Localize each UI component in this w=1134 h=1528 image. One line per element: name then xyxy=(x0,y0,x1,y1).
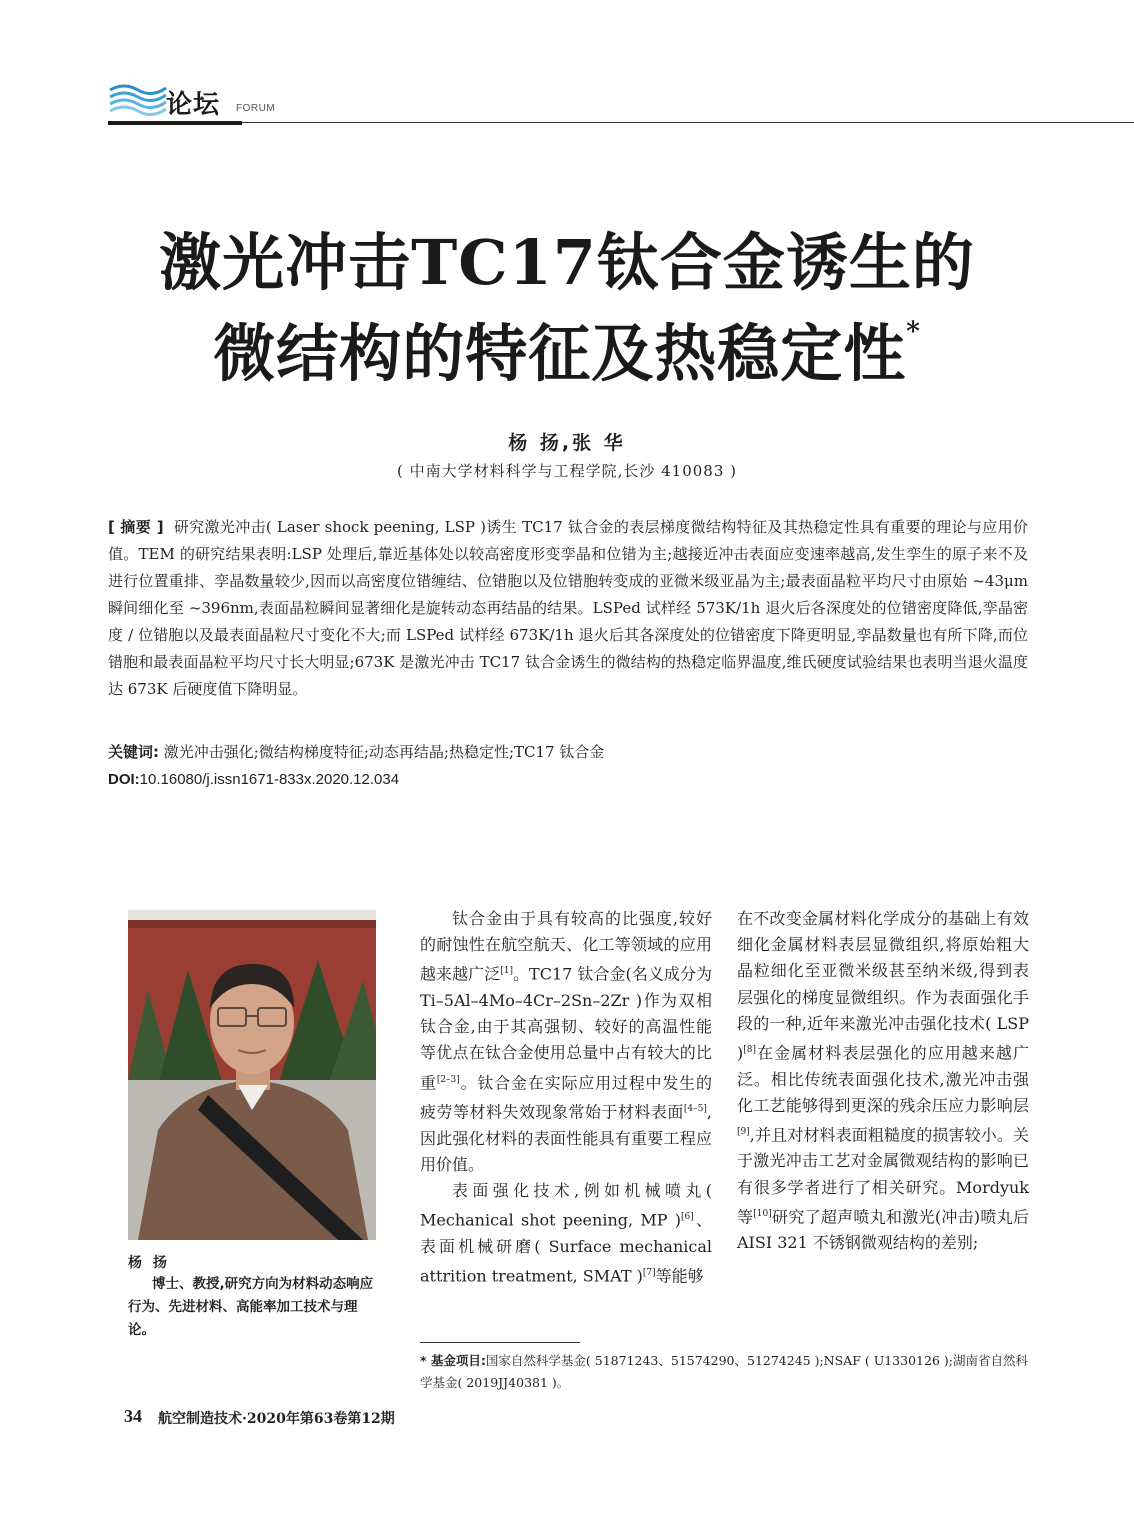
body-column-1 xyxy=(420,906,712,1289)
page-number: 34 xyxy=(124,1406,142,1426)
paper-title-line1: 激光冲击TC17钛合金诱生的 xyxy=(159,226,975,299)
citation-ref: [6] xyxy=(681,1212,694,1223)
journal-info: 航空制造技术·2020年第63卷第12期 xyxy=(158,1411,395,1427)
affiliation: ( 中南大学材料科学与工程学院,长沙 410083 ) xyxy=(396,462,738,480)
paper-title-line2: 微结构的特征及热稳定性* xyxy=(213,317,921,390)
authors: 杨 扬,张 华 xyxy=(508,432,626,454)
body-paragraph-2-cont: 在不改变金属材料化学成分的基础上有效细化金属材料表层显微组织,将原始粗大晶粒细化至亚微米级甚至纳米级,得到表层强化的梯度显微组织。作为表面强化手段的一种,近年来激光冲击强化技术( LSP )[8]在金属材料表层强化的应用越来越广泛。相比传统表面强化技术,激光冲击强化工艺能够得到更深的残余压应力影响层[9],并且对材料表面粗糙度的损害较小。关于激光冲击工艺对金属微观结构的影响已有很多学者进行了相关研究。Mordyuk 等[10]研究了超声喷丸和激光(冲击)喷丸后 AISI 321 不锈钢微观结构的差别; xyxy=(737,909,1029,1253)
keywords xyxy=(108,740,1028,764)
citation-ref: [4–5] xyxy=(683,1104,707,1115)
citation-ref: [8] xyxy=(743,1045,756,1056)
author-photo xyxy=(128,910,376,1240)
citation-ref: [9] xyxy=(737,1126,750,1137)
photo-caption-text: 博士、教授,研究方向为材料动态响应行为、先进材料、高能率加工技术与理论。 xyxy=(128,1276,374,1338)
body-paragraph-2: 表面强化技术,例如机械喷丸( Mechanical shot peening, MP )[6]、表面机械研磨( Surface mechanical attrition treatment, SMAT )[7]等能够 xyxy=(420,1181,712,1286)
citation-ref: [2–3] xyxy=(436,1074,460,1085)
abstract-text: 研究激光冲击( Laser shock peening, LSP )诱生 TC17 钛合金的表层梯度微结构特征及其热稳定性具有重要的理论与应用价值。TEM 的研究结果表明:LSP 处理后,靠近基体处以较高密度形变孪晶和位错为主;越接近冲击表面应变速率越高,发生孪生的原子来不及进行位置重排、孪晶数量较少,因而以高密度位错缠结、位错胞以及位错胞转变成的亚微米级亚晶为主;最表面晶粒平均尺寸由原始 ~43μm 瞬间细化至 ~396nm,表面晶粒瞬间显著细化是旋转动态再结晶的结果。LSPed 试样经 573K/1h 退火后各深度处的位错密度降低,孪晶密度 / 位错胞以及最表面晶粒尺寸变化不大;而 LSPed 试样经 673K/1h 退火后其各深度处的位错密度下降更明显,孪晶数量也有所下降,而位错胞和最表面晶粒平均尺寸长大明显;673K 是激光冲击 TC17 钛合金诱生的微结构的热稳定临界温度,维氏硬度试验结果也表明当退火温度达 673K 后硬度值下降明显。 xyxy=(108,518,1028,698)
citation-ref: [7] xyxy=(642,1267,656,1278)
section-subtitle: FORUM xyxy=(236,103,276,114)
keywords-text: 激光冲击强化;微结构梯度特征;动态再结晶;热稳定性;TC17 钛合金 xyxy=(163,743,605,761)
header-rule-thin xyxy=(242,122,1134,123)
header-rule-thick xyxy=(108,121,242,125)
funding-footnote xyxy=(420,1350,1032,1394)
abstract-label: [ 摘要 ] xyxy=(108,518,164,536)
title-footnote-mark: * xyxy=(906,317,921,347)
section-title: 论坛 xyxy=(166,90,221,120)
abstract xyxy=(108,514,1028,703)
body-paragraph-1: 钛合金由于具有较高的比强度,较好的耐蚀性在航空航天、化工等领域的应用越来越广泛[1]。TC17 钛合金(名义成分为 Ti–5Al–4Mo–4Cr–2Sn–2Zr )作为双相钛合金,由于其高强韧、较好的高温性能等优点在钛合金使用总量中占有较大的比重[2–3]。钛合金在实际应用过程中发生的疲劳等材料失效现象常始于材料表面[4–5],因此强化材料的表面性能具有重要工程应用价值。 xyxy=(420,909,712,1174)
footnote-text: 国家自然科学基金( 51871243、51574290、51274245 );NSAF ( U1330126 );湖南省自然科学基金( 2019JJ40381 )。 xyxy=(420,1353,1028,1390)
doi-label: DOI: xyxy=(108,771,140,788)
citation-ref: [10] xyxy=(753,1208,772,1219)
doi-text: 10.16080/j.issn1671-833x.2020.12.034 xyxy=(139,771,400,788)
body-column-2 xyxy=(737,906,1029,1257)
footnote-label: * 基金项目: xyxy=(420,1353,486,1368)
wave-lines-icon xyxy=(108,82,168,116)
citation-ref: [1] xyxy=(500,966,513,977)
body-p2-continued-intro: 等能够 xyxy=(655,1266,704,1286)
footnote-rule xyxy=(420,1342,580,1343)
doi xyxy=(108,768,1028,792)
keywords-label: 关键词: xyxy=(108,743,159,761)
photo-caption-name: 杨 扬 xyxy=(128,1255,170,1271)
